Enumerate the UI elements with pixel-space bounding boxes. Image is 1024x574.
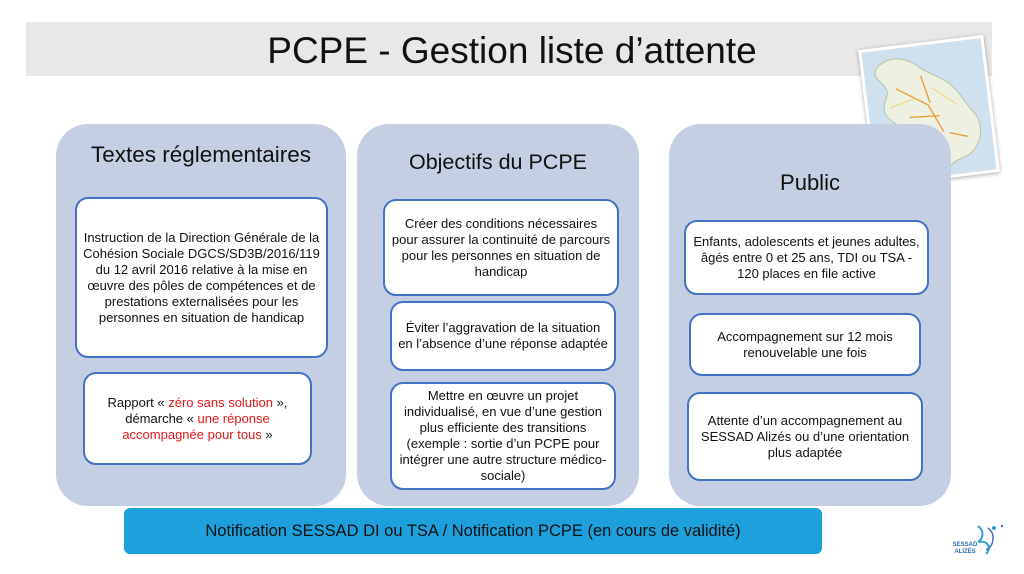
rapport-text: Rapport « zéro sans solution », démarche « une réponse accompagnée pour tous » [107,394,288,442]
column-public [669,124,951,506]
public-text-1: Enfants, adolescents et jeunes adultes, âgés entre 0 et 25 ans, TDI ou TSA - 120 places en file active [693,233,920,281]
reponse-accompagnee-highlight: une réponse accompagnée pour tous [122,410,270,442]
public-box-2 [689,313,921,376]
slide-title: PCPE - Gestion liste d’attente [267,30,757,71]
objectif-text-3: Mettre en œuvre un projet individualisé, en vue d’une gestion plus efficiente des transitions (exemple : sortie d’un PCPE pour intégrer une autre structure médico-sociale) [399,388,607,483]
objectif-box-1 [383,199,619,296]
column-textes-reglementaires [56,124,346,506]
public-text-3: Attente d’un accompagnement au SESSAD Alizés ou d’une orientation plus adaptée [700,412,910,460]
public-box-3 [687,392,923,481]
banner-text: Notification SESSAD DI ou TSA / Notification PCPE (en cours de validité) [205,521,741,540]
instruction-text: Instruction de la Direction Générale de la Cohésion Sociale DGCS/SD3B/2016/119 du 12 avril 2016 relative à la mise en œuvre des pôles de compétences et de prestations externalisées pour les personnes en situation de handicap [83,229,320,325]
objectif-text-2: Éviter l’aggravation de la situation en l’absence d’une réponse adaptée [398,320,608,351]
column-objectifs-pcpe [357,124,639,506]
column-heading: Public [780,170,840,195]
sessad-alizes-logo [948,520,1008,564]
public-box-1 [684,220,929,295]
notification-banner [124,508,822,554]
rapport-box [83,372,312,465]
public-text-2: Accompagnement sur 12 mois renouvelable une fois [717,328,893,360]
instruction-box [75,197,328,358]
logo-text: SESSAD ALIZÉS [952,542,978,555]
column-heading: Objectifs du PCPE [408,150,588,174]
objectif-box-3 [390,382,616,490]
objectif-text-1: Créer des conditions nécessaires pour assurer la continuité de parcours pour les personnes en situation de handicap [391,215,611,279]
zero-sans-solution-highlight: zéro sans solution [168,394,273,410]
objectif-box-2 [390,301,616,371]
column-heading: Textes réglementaires [90,142,312,167]
